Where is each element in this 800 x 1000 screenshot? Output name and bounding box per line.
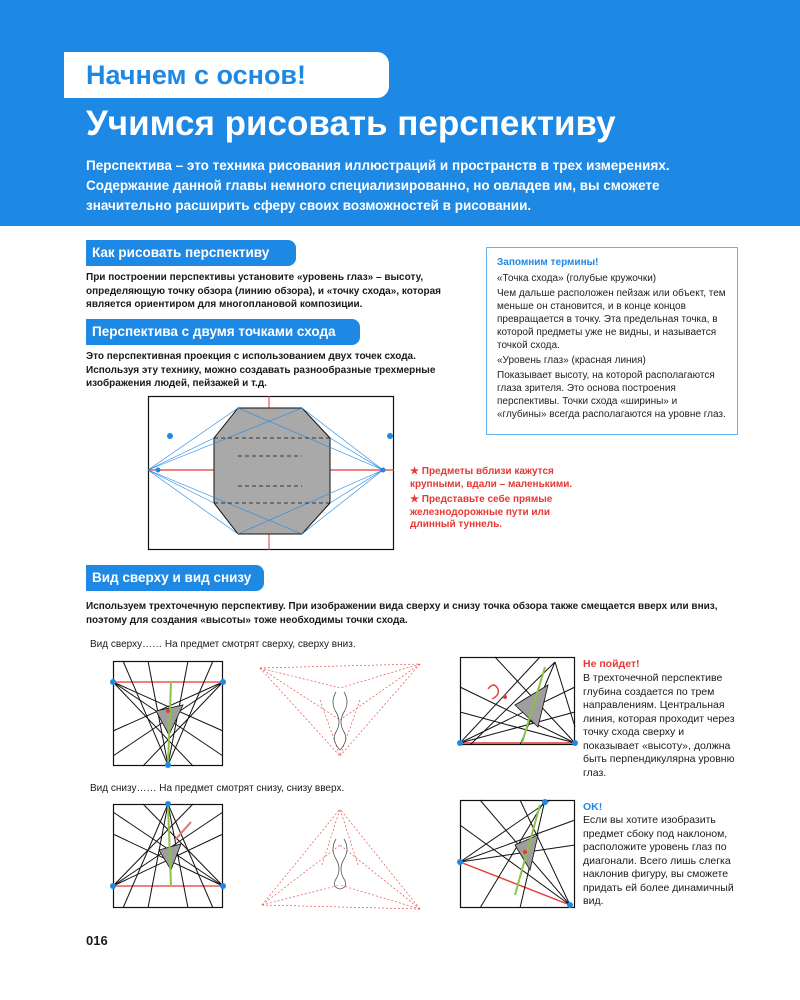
caption-bottom-view: Вид снизу…… На предмет смотрят снизу, снизу вверх. xyxy=(90,783,345,794)
intro-text: Перспектива – это техника рисования иллюстраций и пространств в трех измерениях. Содержание данной главы немного специализированно, но овладев им, вы сможете значительно расширить сферу своих возможностей в рисовании. xyxy=(86,158,670,213)
vanishing-point xyxy=(156,468,161,473)
vanishing-point xyxy=(457,740,463,746)
terms-box xyxy=(486,247,738,435)
vanishing-point xyxy=(457,859,463,865)
section-heading-how-to: Как рисовать перспективу xyxy=(86,240,296,266)
vanishing-point xyxy=(167,433,173,439)
vanishing-point xyxy=(110,883,116,889)
vanishing-point xyxy=(542,799,548,805)
caption-top-view: Вид сверху…… На предмет смотрят сверху, сверху вниз. xyxy=(90,639,356,650)
terms-paragraph: Показывает высоту, на которой располагаются глаза зрителя. Это основа построения перспективы. Точки схода «ширины» и «глубины» всегда располагаются на уровне глаз. xyxy=(497,370,726,420)
vanishing-point xyxy=(220,883,226,889)
section-text-top-bottom: Используем трехточечную перспективу. При изображении вида сверху и снизу точка обзора также смещается вверх или вниз, поэтому для создания «высоты» тоже необходимы точки схода. xyxy=(86,601,718,626)
ok-text: Если вы хотите изобразить предмет сбоку под наклоном, расположите уровень глаз по диагонали. Всего лишь слегка наклонив фигуру, вы сможете придать ей более динамичный вид. xyxy=(583,814,734,907)
red-note: ★ Представьте себе прямые железнодорожные пути или длинный туннель. xyxy=(410,494,553,530)
vanishing-point xyxy=(110,679,116,685)
vanishing-point xyxy=(572,740,578,746)
vanishing-point xyxy=(165,762,171,768)
top-view-sketch xyxy=(260,660,420,760)
ok-example-diagram xyxy=(460,800,575,908)
section-heading-top-bottom: Вид сверху и вид снизу xyxy=(86,565,264,591)
bad-example-diagram xyxy=(460,657,575,745)
page-title: Учимся рисовать перспективу xyxy=(86,104,616,143)
terms-box-title: Запомним термины! xyxy=(497,257,599,268)
vanishing-point xyxy=(220,679,226,685)
vanishing-point xyxy=(567,902,573,908)
three-point-top-view-diagram xyxy=(113,661,223,766)
section-heading-two-point: Перспектива с двумя точками схода xyxy=(86,319,360,345)
terms-paragraph: «Точка схода» (голубые кружочки) xyxy=(497,273,657,284)
two-point-perspective-figure xyxy=(148,396,394,550)
page-number: 016 xyxy=(86,933,108,948)
section-text-how-to: При построении перспективы установите «уровень глаз» – высоту, определяющую точку обзора (линию обзора), и «точку схода», которая является ориентиром для многоплановой композиции. xyxy=(86,272,441,310)
vanishing-point xyxy=(381,468,386,473)
three-point-bottom-view-diagram xyxy=(113,804,223,908)
kicker-label: Начнем с основ! xyxy=(64,52,389,98)
vanishing-point xyxy=(387,433,393,439)
red-note-text: Представьте себе прямые железнодорожные пути или длинный туннель. xyxy=(410,494,553,530)
bad-text: В трехточечной перспективе глубина создается по трем направлениям. Центральная линия, которая проходит через точку схода сверху и показывает «высоту», должна быть перпендикулярна уровню глаз. xyxy=(583,672,735,779)
terms-paragraph: «Уровень глаз» (красная линия) xyxy=(497,355,646,366)
hexagon-object xyxy=(214,408,330,534)
ok-heading: OK! xyxy=(583,801,603,813)
bottom-view-sketch xyxy=(262,805,420,913)
bad-heading: Не пойдет! xyxy=(583,658,640,670)
red-note: ★ Предметы вблизи кажутся крупными, вдали – маленькими. xyxy=(410,466,573,490)
red-note-text: Предметы вблизи кажутся крупными, вдали – маленькими. xyxy=(410,466,573,490)
vanishing-point xyxy=(165,801,171,807)
section-text-two-point: Это перспективная проекция с использованием двух точек схода. Используя эту технику, можно создавать разнообразные трехмерные изображения людей, пейзажей и т.д. xyxy=(86,351,436,389)
terms-paragraph: Чем дальше расположен пейзаж или объект, тем меньше он становится, и в конце концов превращается в точку. Эта предельная точка, в которой предметы уже не видны, и называется точкой схода. xyxy=(497,288,726,351)
